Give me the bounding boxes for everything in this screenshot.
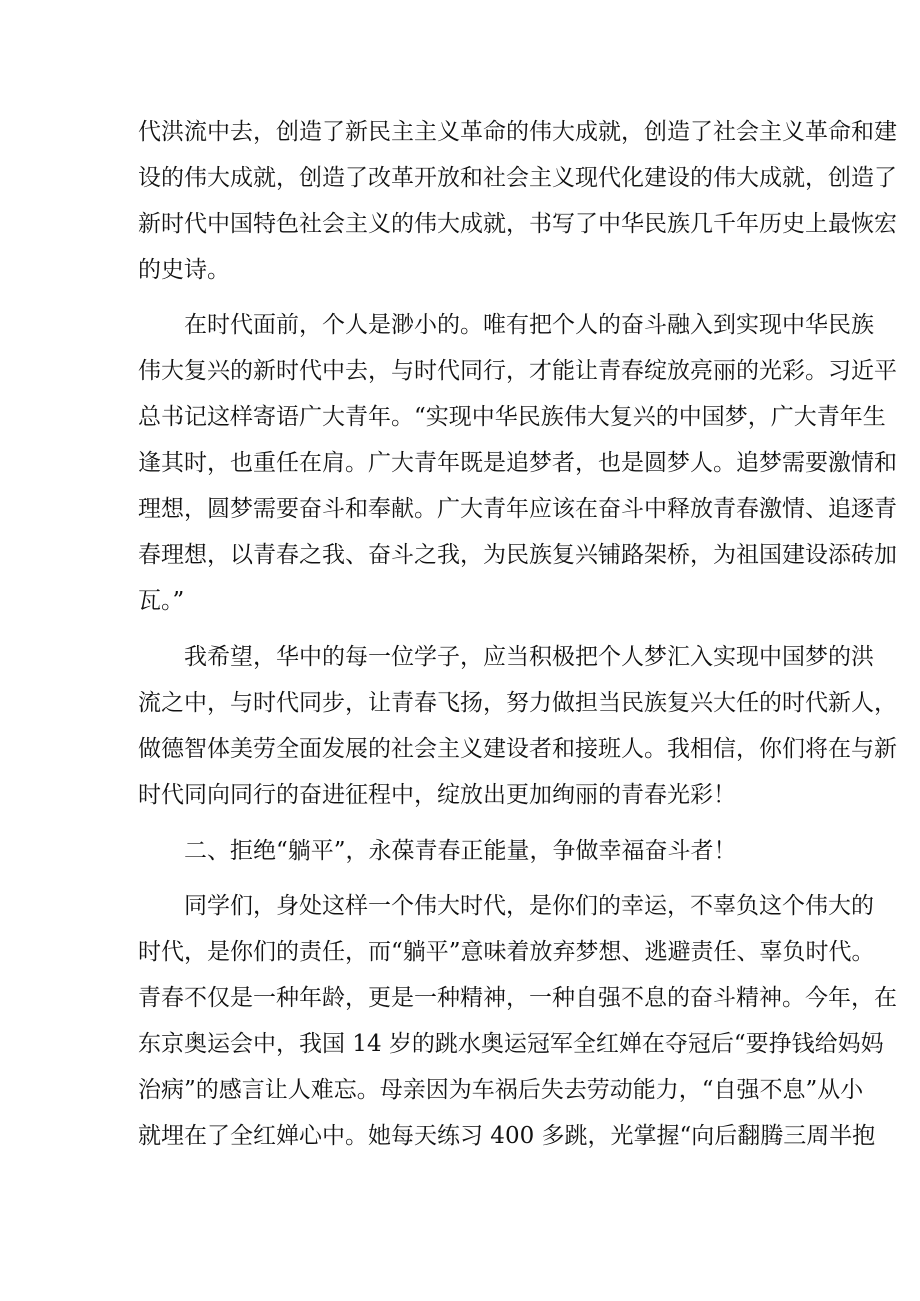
paragraph-line: 做德智体美劳全面发展的社会主义建设者和接班人。我相信，你们将在与新	[138, 736, 897, 762]
paragraph-line: 同学们，身处这样一个伟大时代，是你们的幸运，不辜负这个伟大的	[184, 893, 874, 919]
paragraph-line: 青春不仅是一种年龄，更是一种精神，一种自强不息的奋斗精神。今年，在	[138, 985, 897, 1011]
paragraph-line: 东京奥运会中，我国 14 岁的跳水奥运冠军全红婵在夺冠后“要挣钱给妈妈	[138, 1031, 884, 1057]
paragraph-line: 我希望，华中的每一位学子，应当积极把个人梦汇入实现中国梦的洪	[184, 644, 874, 670]
paragraph-line: 总书记这样寄语广大青年。“实现中华民族伟大复兴的中国梦，广大青年生	[138, 404, 886, 430]
paragraph-line: 代洪流中去，创造了新民主主义革命的伟大成就，创造了社会主义革命和建	[138, 119, 897, 145]
paragraph-line: 春理想，以青春之我、奋斗之我，为民族复兴铺路架桥，为祖国建设添砖加	[138, 542, 897, 568]
paragraph-line: 瓦。”	[138, 588, 185, 614]
paragraph-line: 在时代面前，个人是渺小的。唯有把个人的奋斗融入到实现中华民族	[184, 312, 874, 338]
paragraph-line: 治病”的感言让人难忘。母亲因为车祸后失去劳动能力，“自强不息”从小	[138, 1077, 864, 1103]
section-heading: 二、拒绝“躺平”，永葆青春正能量，争做幸福奋斗者！	[184, 838, 737, 864]
paragraph-line: 逢其时，也重任在肩。广大青年既是追梦者，也是圆梦人。追梦需要激情和	[138, 450, 897, 476]
paragraph-line: 设的伟大成就，创造了改革开放和社会主义现代化建设的伟大成就，创造了	[138, 165, 897, 191]
paragraph-line: 的史诗。	[138, 257, 230, 283]
paragraph-line: 理想，圆梦需要奋斗和奉献。广大青年应该在奋斗中释放青春激情、追逐青	[138, 496, 897, 522]
paragraph-line: 时代，是你们的责任，而“躺平”意味着放弃梦想、逃避责任、辜负时代。	[138, 939, 875, 965]
paragraph-line: 伟大复兴的新时代中去，与时代同行，才能让青春绽放亮丽的光彩。习近平	[138, 358, 897, 384]
paragraph-line: 时代同向同行的奋进征程中，绽放出更加绚丽的青春光彩！	[138, 782, 736, 808]
paragraph-line: 新时代中国特色社会主义的伟大成就，书写了中华民族几千年历史上最恢宏	[138, 211, 897, 237]
paragraph-line: 流之中，与时代同步，让青春飞扬，努力做担当民族复兴大任的时代新人，	[138, 690, 897, 716]
paragraph-line: 就埋在了全红婵心中。她每天练习 400 多跳，光掌握“向后翻腾三周半抱	[138, 1123, 876, 1149]
